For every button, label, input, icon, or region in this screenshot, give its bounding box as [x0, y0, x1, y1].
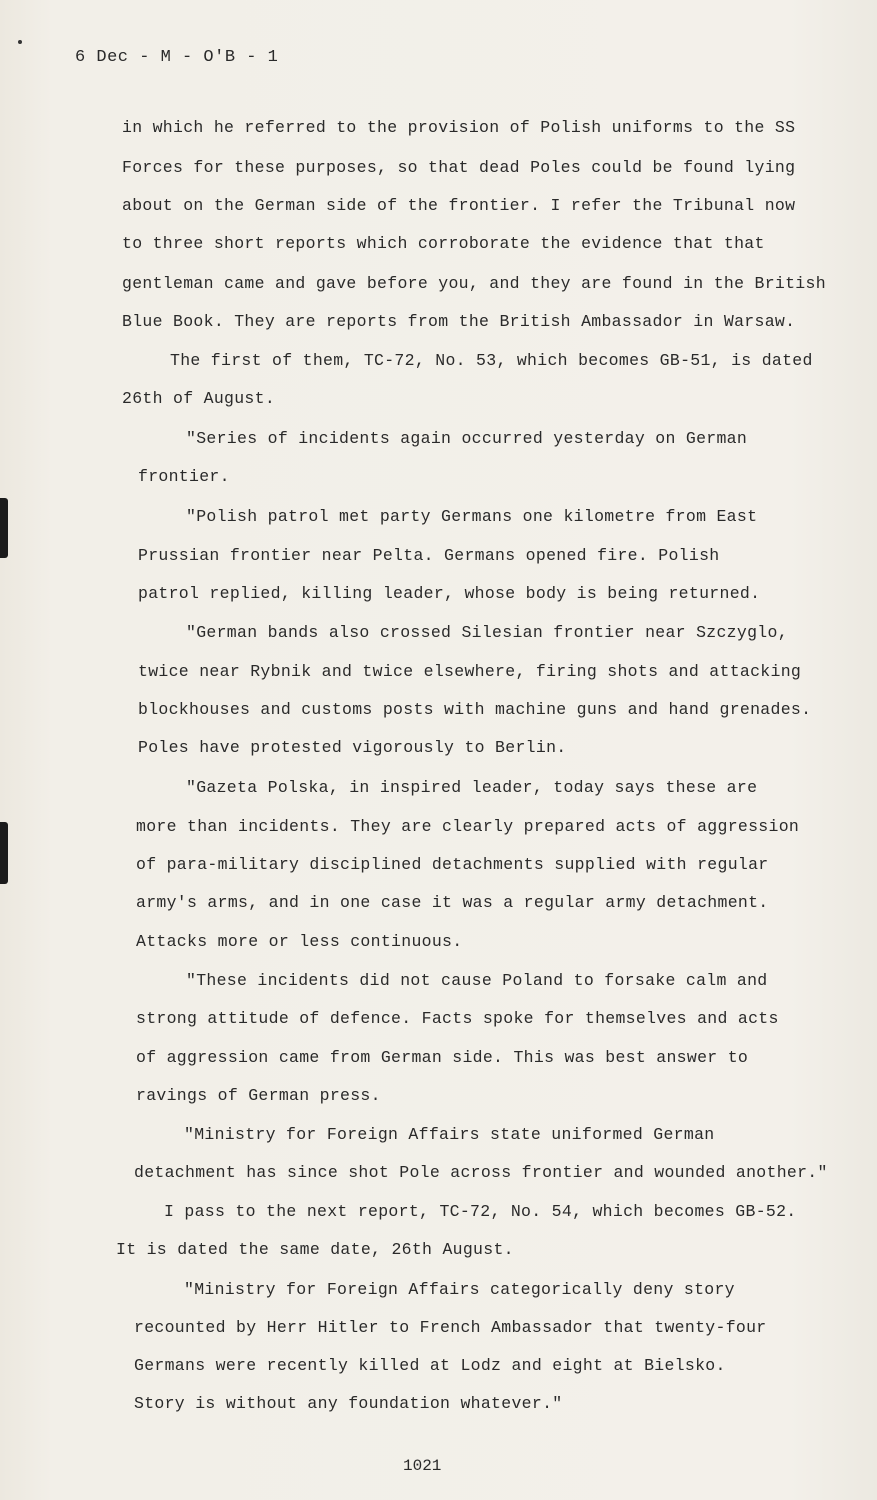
binding-mark-upper: [0, 498, 8, 558]
text-line: Blue Book. They are reports from the British Ambassador in Warsaw.: [122, 312, 796, 331]
text-line: gentleman came and gave before you, and they are found in the British: [122, 274, 826, 293]
text-line: "Ministry for Foreign Affairs categorically deny story: [184, 1280, 735, 1299]
text-line: Attacks more or less continuous.: [136, 932, 463, 951]
text-line: "Ministry for Foreign Affairs state uniformed German: [184, 1125, 715, 1144]
text-line: Germans were recently killed at Lodz and eight at Bielsko.: [134, 1356, 726, 1375]
page-header-ref: 6 Dec - M - O'B - 1: [75, 48, 279, 67]
text-line: Poles have protested vigorously to Berlin.: [138, 738, 567, 757]
text-line: "Series of incidents again occurred yesterday on German: [186, 429, 748, 448]
text-line: 26th of August.: [122, 389, 276, 408]
text-line: army's arms, and in one case it was a regular army detachment.: [136, 893, 769, 912]
text-line: blockhouses and customs posts with machine guns and hand grenades.: [138, 700, 812, 719]
text-line: Prussian frontier near Pelta. Germans opened fire. Polish: [138, 546, 720, 565]
text-line: strong attitude of defence. Facts spoke for themselves and acts: [136, 1009, 779, 1028]
text-line: twice near Rybnik and twice elsewhere, firing shots and attacking: [138, 662, 802, 681]
text-line: I pass to the next report, TC-72, No. 54, which becomes GB-52.: [164, 1202, 797, 1221]
text-line: The first of them, TC-72, No. 53, which becomes GB-51, is dated: [170, 351, 813, 370]
text-line: of aggression came from German side. This was best answer to: [136, 1048, 749, 1067]
text-line: recounted by Herr Hitler to French Ambassador that twenty-four: [134, 1318, 767, 1337]
page-number: 1021: [403, 1457, 442, 1475]
text-line: "Gazeta Polska, in inspired leader, today says these are: [186, 778, 758, 797]
text-line: detachment has since shot Pole across frontier and wounded another.": [134, 1163, 828, 1182]
punch-dot: [18, 40, 22, 44]
text-line: "Polish patrol met party Germans one kilometre from East: [186, 507, 758, 526]
text-line: Story is without any foundation whatever.": [134, 1394, 563, 1413]
text-line: ravings of German press.: [136, 1086, 381, 1105]
text-line: "German bands also crossed Silesian frontier near Szczyglo,: [186, 623, 788, 642]
text-line: "These incidents did not cause Poland to forsake calm and: [186, 971, 768, 990]
binding-mark-lower: [0, 822, 8, 884]
text-line: about on the German side of the frontier. I refer the Tribunal now: [122, 196, 796, 215]
text-line: patrol replied, killing leader, whose body is being returned.: [138, 584, 761, 603]
text-line: to three short reports which corroborate the evidence that that: [122, 234, 765, 253]
text-line: in which he referred to the provision of Polish uniforms to the SS: [122, 118, 796, 137]
text-line: Forces for these purposes, so that dead Poles could be found lying: [122, 158, 796, 177]
text-line: frontier.: [138, 467, 230, 486]
text-line: of para-military disciplined detachments supplied with regular: [136, 855, 769, 874]
text-line: It is dated the same date, 26th August.: [116, 1240, 514, 1259]
text-line: more than incidents. They are clearly prepared acts of aggression: [136, 817, 800, 836]
